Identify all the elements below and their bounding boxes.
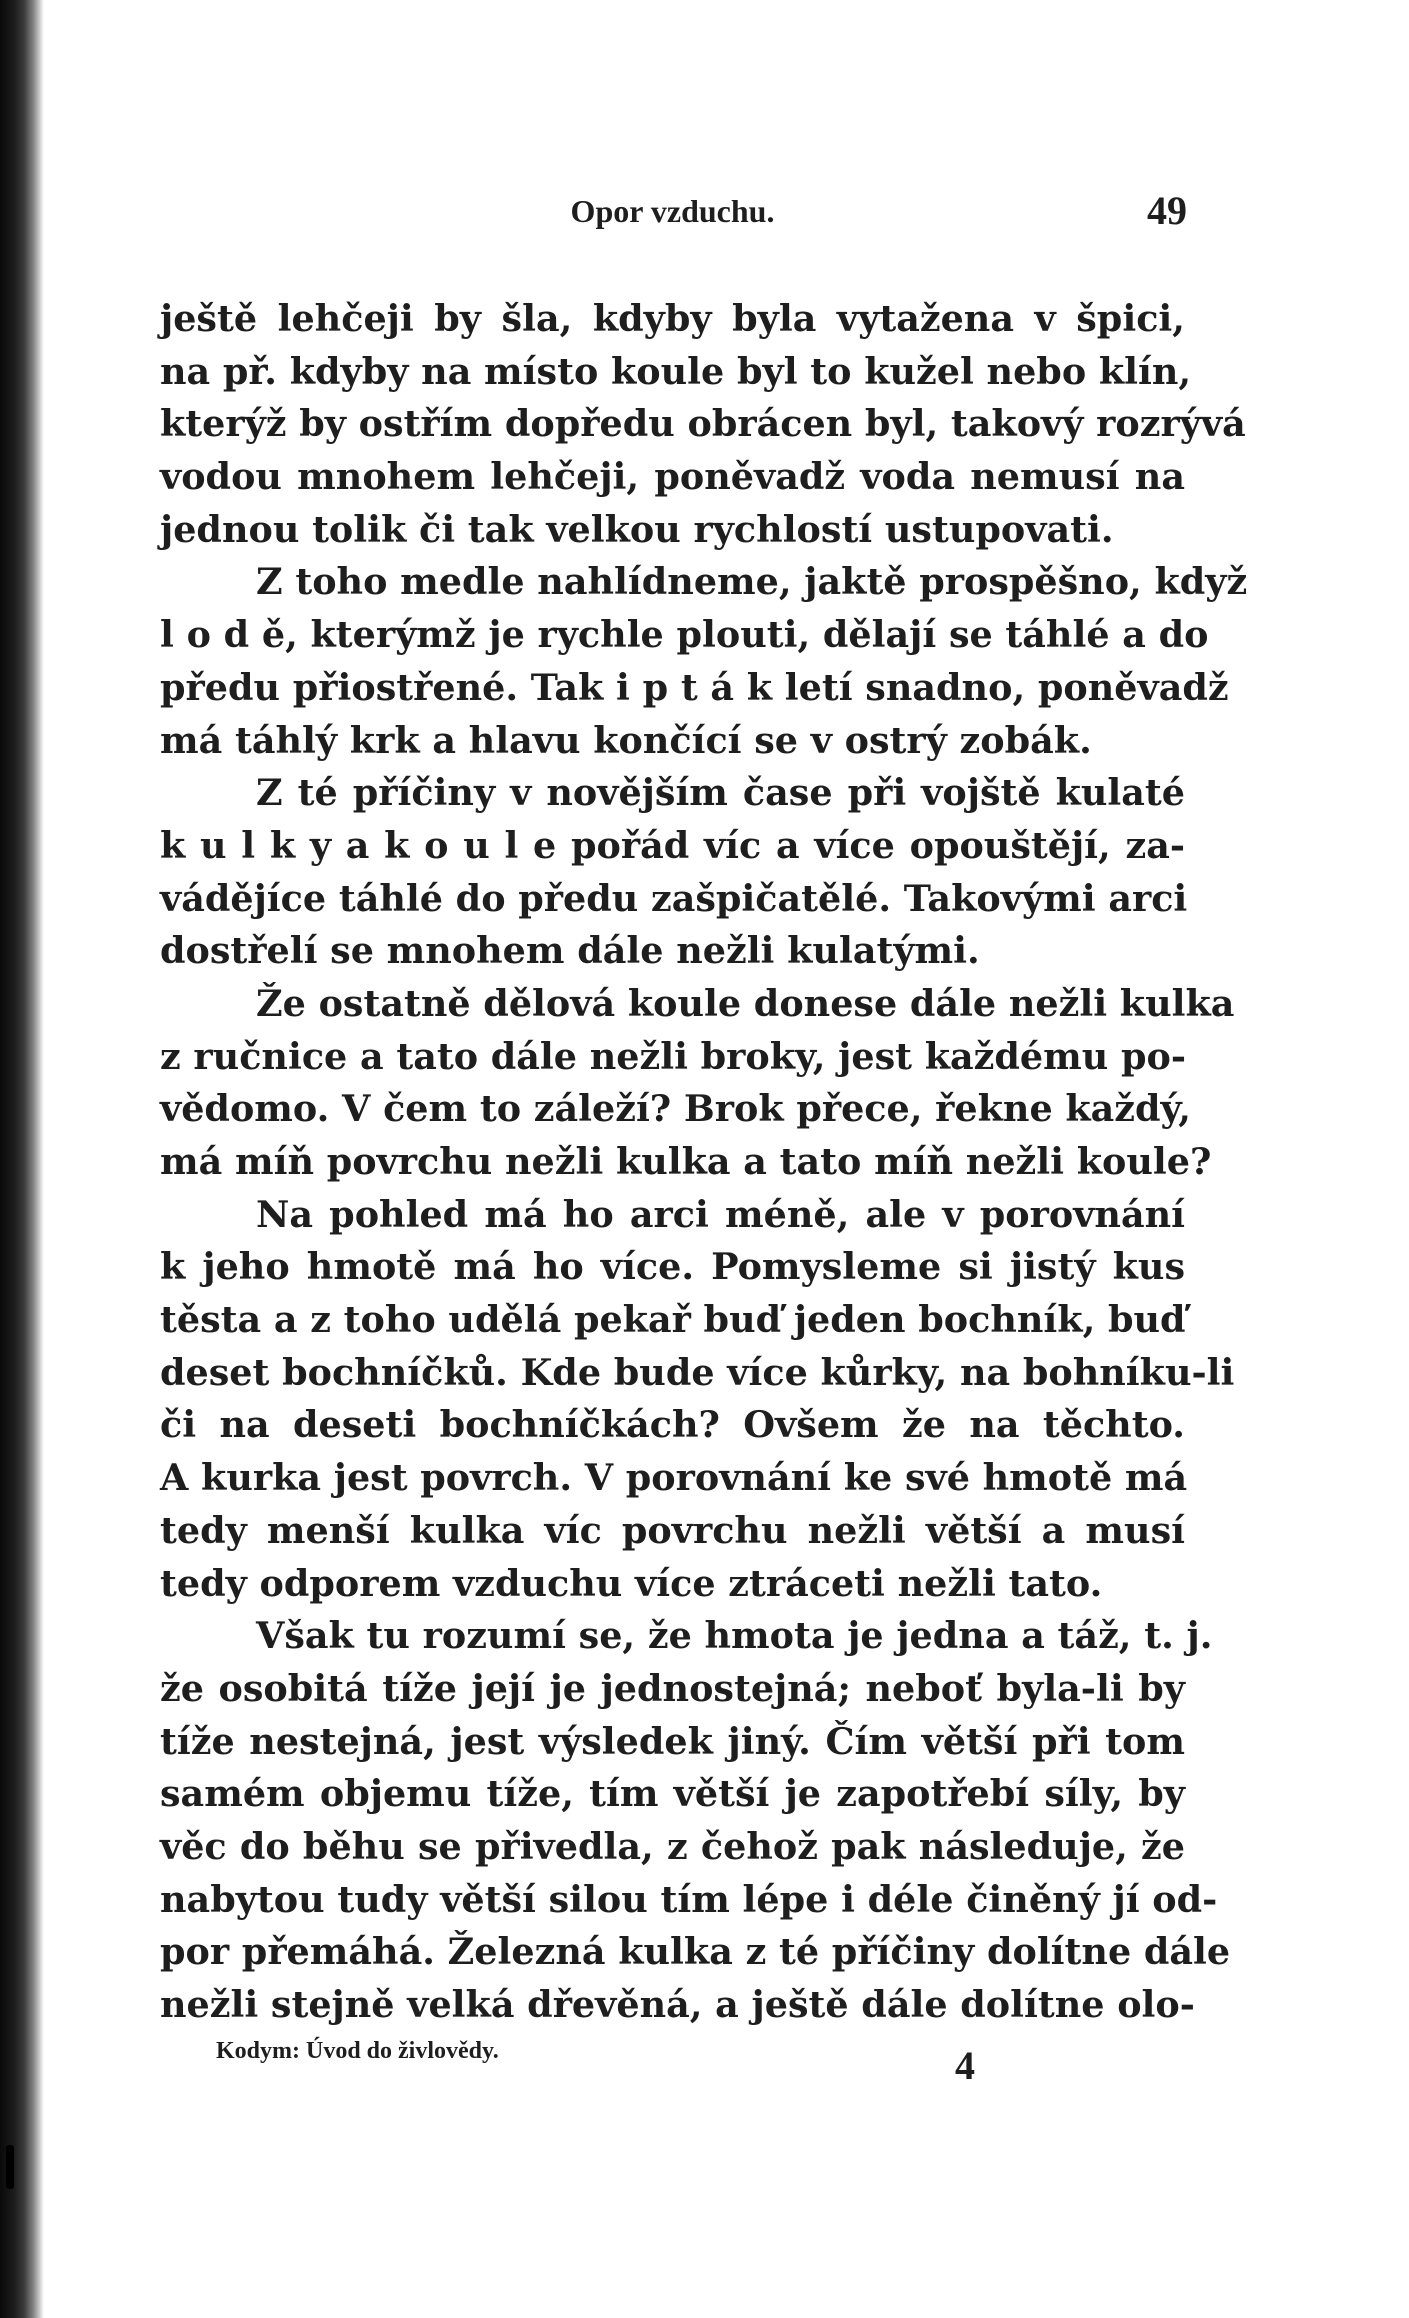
text-line: má táhlý krk a hlavu končící se v ostrý zobák. (160, 718, 1092, 762)
text-line: vědomo. V čem to záleží? Brok přece, řekne každý, (160, 1087, 1191, 1131)
text-line: z ručnice a tato dále nežli broky, jest každému po- (160, 1034, 1187, 1078)
page-binding-edge (0, 0, 44, 2318)
page-number: 49 (1147, 188, 1187, 233)
running-head (160, 185, 1185, 241)
text-line: nabytou tudy větší silou tím lépe i déle činěný jí od- (160, 1877, 1218, 1921)
text-line: tedy menší kulka víc povrchu nežli větší a musí (160, 1508, 1185, 1552)
text-line: či na deseti bochníčkách? Ovšem že na těchto. (160, 1403, 1185, 1447)
body-text (160, 293, 1248, 2032)
text-line: vádějíce táhlé do předu zašpičatělé. Takovými arci (160, 876, 1188, 920)
text-line: tíže nestejná, jest výsledek jiný. Čím větší při tom (160, 1719, 1185, 1763)
text-line: tedy odporem vzduchu více ztráceti nežli tato. (160, 1561, 1103, 1605)
book-page (160, 185, 1248, 2088)
text-line: por přemáhá. Železná kulka z té příčiny dolítne dále (160, 1930, 1231, 1974)
text-line: věc do běhu se přivedla, z čehož pak následuje, že (160, 1824, 1185, 1868)
text-line: A kurka jest povrch. V porovnání ke své hmotě má (160, 1456, 1188, 1500)
signature-number: 4 (955, 2042, 975, 2088)
text-line: těsta a z toho udělá pekař buď jeden bochník, buď (160, 1298, 1186, 1342)
paragraph-start-line: Že ostatně dělová koule donese dále nežli kulka (256, 981, 1235, 1025)
text-line: ještě lehčeji by šla, kdyby byla vytažena v špici, (160, 297, 1185, 340)
text-line: na př. kdyby na místo koule byl to kužel nebo klín, (160, 349, 1192, 393)
text-line: předu přiostřené. Tak i p t á k letí snadno, poněvadž (160, 665, 1229, 709)
text-line: má míň povrchu nežli kulka a tato míň nežli koule? (160, 1140, 1212, 1183)
text-line: samém objemu tíže, tím větší je zapotřebí síly, by (160, 1772, 1185, 1816)
paragraph-start-line: Však tu rozumí se, že hmota je jedna a táž, t. j. (256, 1614, 1213, 1658)
text-line: nežli stejně velká dřevěná, a ještě dále dolítne olo- (160, 1983, 1195, 2026)
binding-mark (6, 2145, 14, 2189)
paragraph-start-line: Na pohled má ho arci méně, ale v porovnání (256, 1192, 1185, 1236)
text-line: vodou mnohem lehčeji, poněvadž voda nemusí na (160, 455, 1185, 499)
text-line: k jeho hmotě má ho více. Pomysleme si jistý kus (160, 1245, 1185, 1289)
text-line: že osobitá tíže její je jednostejná; neboť byla-li by (160, 1666, 1185, 1710)
text-line: dostřelí se mnohem dále nežli kulatými. (160, 929, 980, 973)
paragraph-start-line: Z té příčiny v novějším čase při vojště kulaté (256, 771, 1185, 815)
page-footer (160, 2038, 1185, 2088)
text-line: deset bochníčků. Kde bude více kůrky, na bohníku-li (160, 1350, 1235, 1394)
text-line: k u l k y a k o u l e pořád víc a více opouštějí, za- (160, 823, 1185, 867)
paragraph-start-line: Z toho medle nahlídneme, jaktě prospěšno, když (256, 560, 1248, 604)
running-title: Opor vzduchu. (570, 193, 775, 229)
text-line: kterýž by ostřím dopředu obrácen byl, takový rozrývá (160, 402, 1246, 446)
text-line: l o d ě, kterýmž je rychle plouti, dělají se táhlé a do (160, 613, 1209, 657)
text-line: jednou tolik či tak velkou rychlostí ustupovati. (160, 507, 1114, 551)
printer-signature: Kodym: Úvod do živlovědy. (216, 2037, 499, 2064)
